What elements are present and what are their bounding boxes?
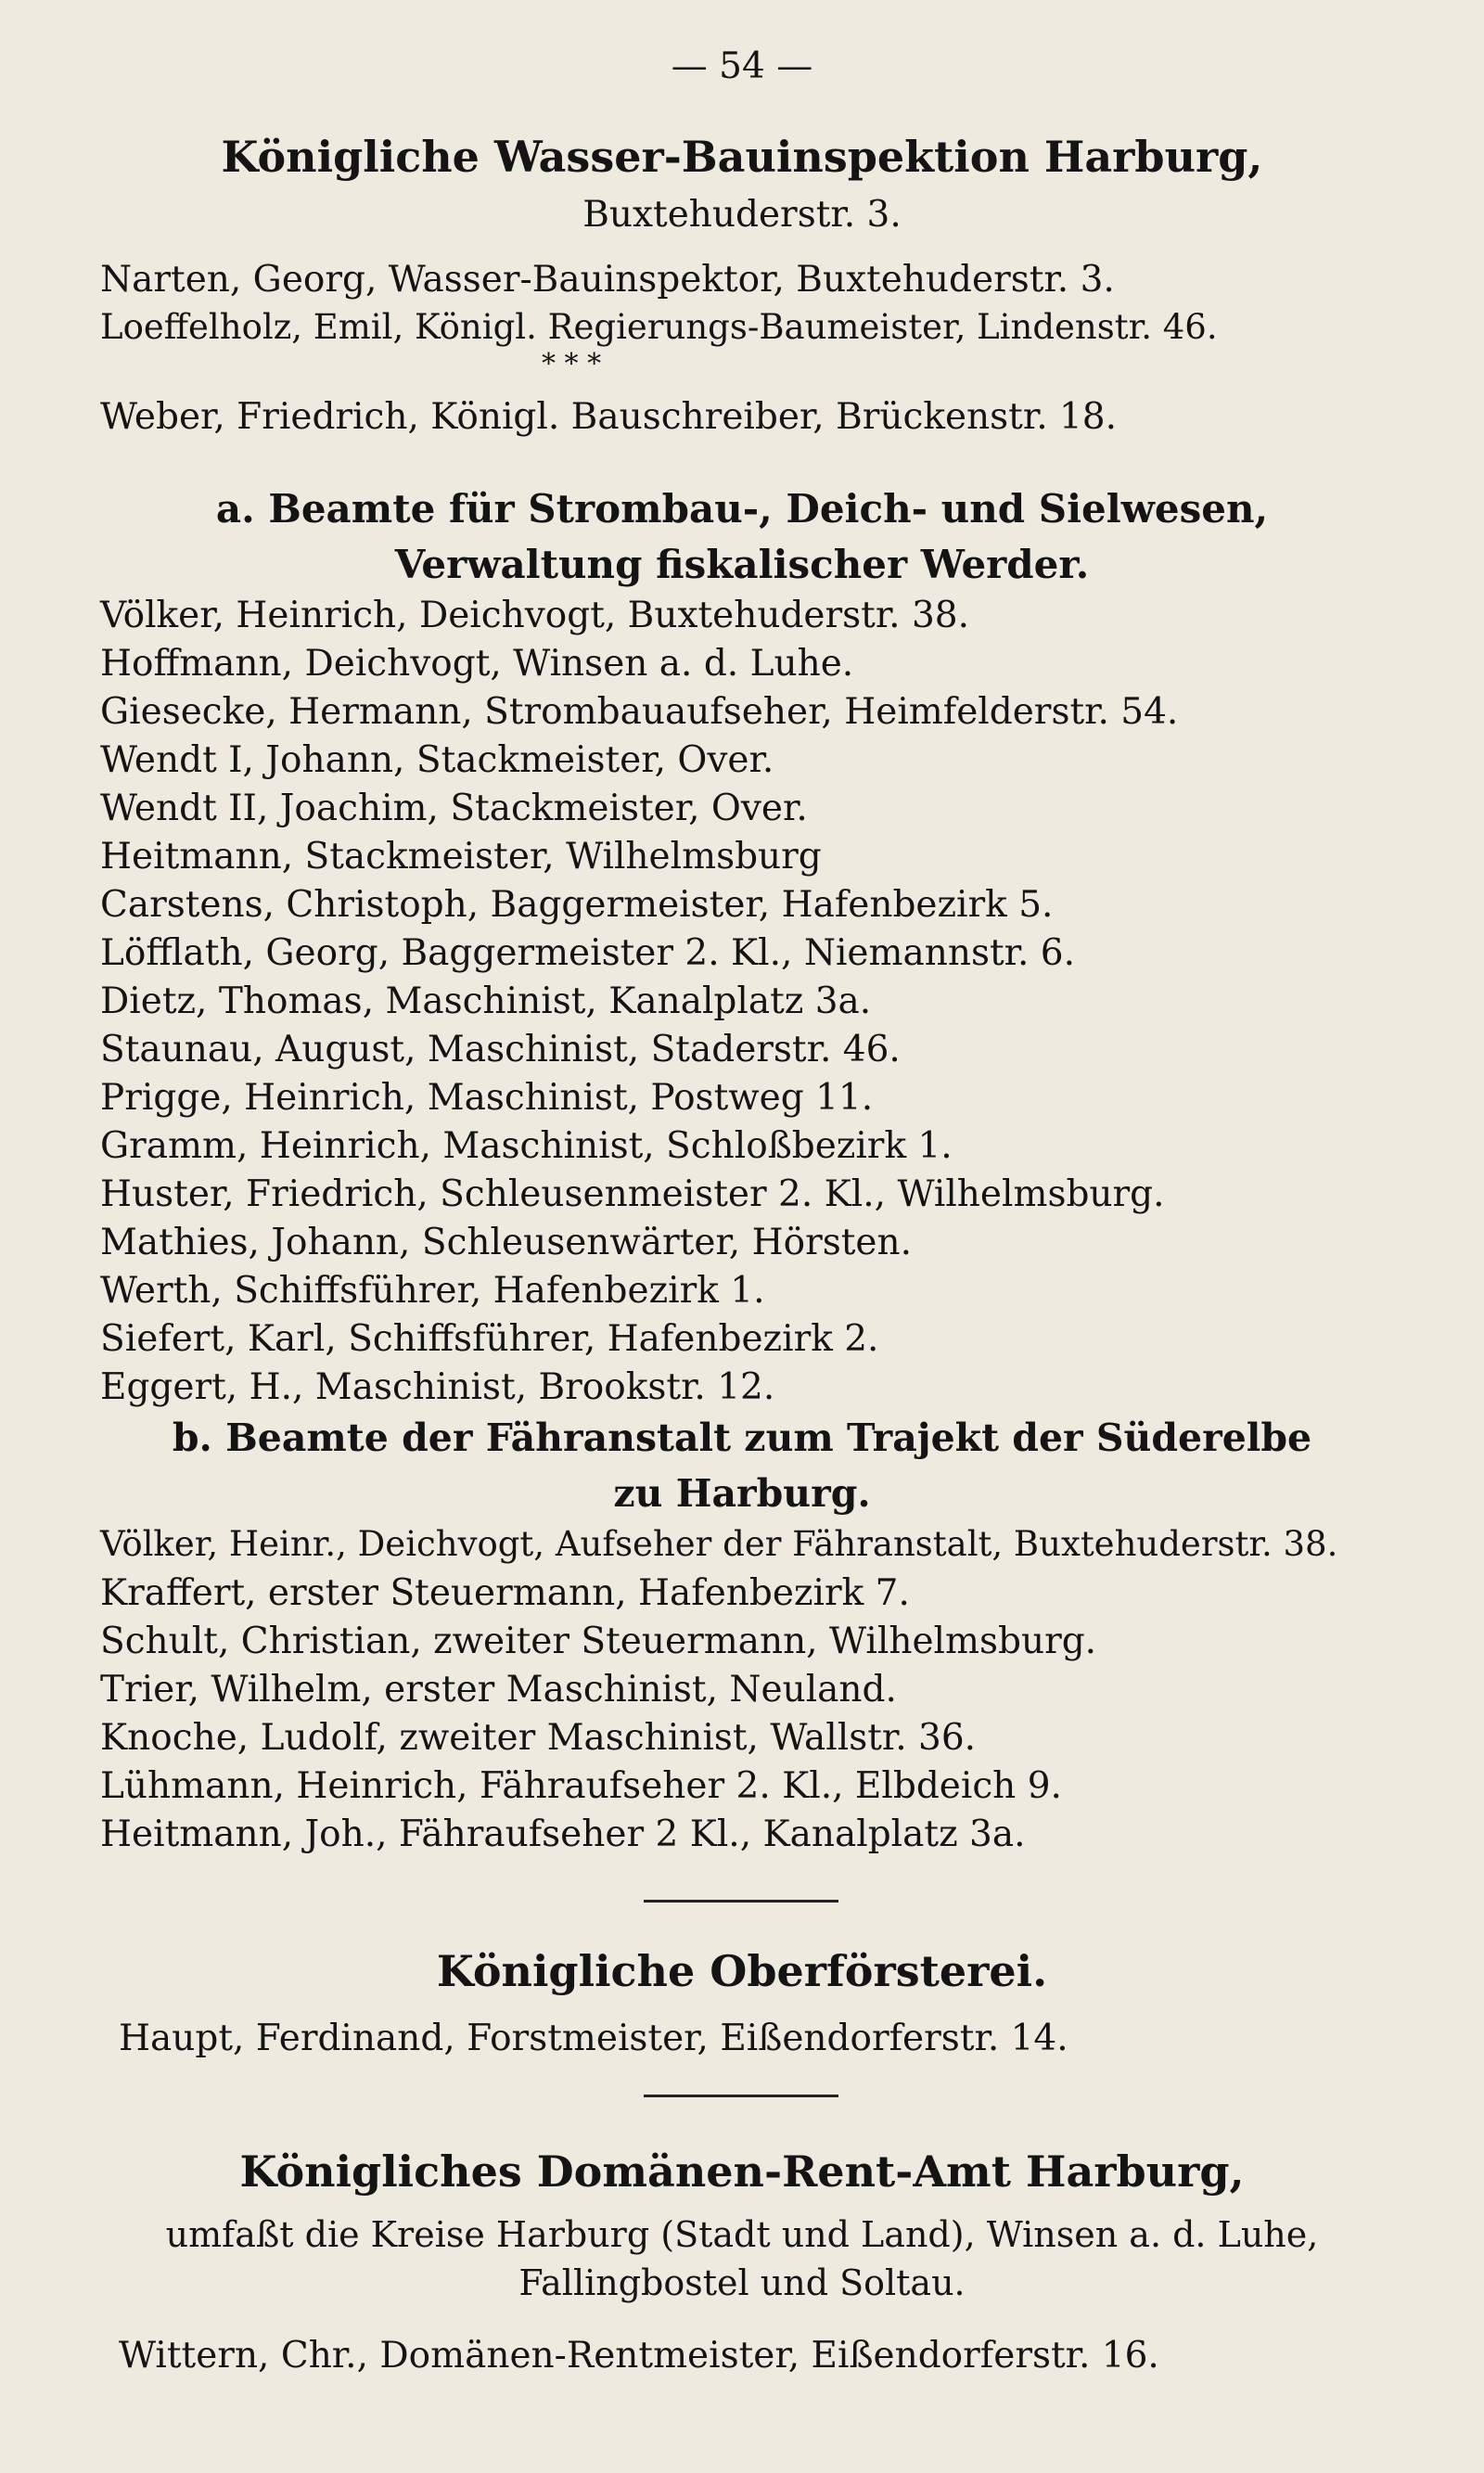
entry-line: Wendt I, Johann, Stackmeister, Over. — [100, 739, 774, 781]
section-description-line2: Fallingbostel und Soltau. — [518, 2262, 966, 2303]
entry-line: Eggert, H., Maschinist, Brookstr. 12. — [100, 1366, 775, 1408]
entry-line: Weber, Friedrich, Königl. Bauschreiber, Brückenstr. 18. — [100, 396, 1118, 438]
section-title-b-line2: zu Harburg. — [613, 1471, 871, 1516]
section-title-oberfoersterei: Königliche Oberförsterei. — [436, 1946, 1048, 1996]
entry-line: Wittern, Chr., Domänen-Rentmeister, Eißendorferstr. 16. — [119, 2335, 1159, 2377]
entry-line: Mathies, Johann, Schleusenwärter, Hörsten. — [100, 1222, 913, 1263]
entry-line: Lühmann, Heinrich, Fähraufseher 2. Kl., Elbdeich 9. — [100, 1765, 1062, 1807]
divider — [644, 2095, 838, 2097]
section-title-b-line1: b. Beamte der Fähranstalt zum Trajekt der Süderelbe — [172, 1416, 1312, 1460]
entry-line: Werth, Schiffsführer, Hafenbezirk 1. — [100, 1270, 765, 1312]
entry-line: Löfflath, Georg, Baggermeister 2. Kl., Niemannstr. 6. — [100, 932, 1076, 974]
entry-line: Völker, Heinr., Deichvogt, Aufseher der Fähranstalt, Buxtehuderstr. 38. — [100, 1524, 1338, 1564]
entry-line: Carstens, Christoph, Baggermeister, Hafenbezirk 5. — [100, 884, 1054, 926]
entry-line: Gramm, Heinrich, Maschinist, Schloßbezirk 1. — [100, 1125, 953, 1167]
entry-line: Kraffert, erster Steuermann, Hafenbezirk 7. — [100, 1572, 910, 1614]
entry-line: Giesecke, Hermann, Strombauaufseher, Heimfelderstr. 54. — [100, 691, 1179, 733]
section-title-wasserbauinspektion: Königliche Wasser-Bauinspektion Harburg, — [221, 132, 1263, 182]
entry-line: Loeffelholz, Emil, Königl. Regierungs-Baumeister, Lindenstr. 46. — [100, 307, 1218, 347]
entry-line: Staunau, August, Maschinist, Staderstr. 46. — [100, 1029, 901, 1070]
entry-line: Trier, Wilhelm, erster Maschinist, Neuland. — [100, 1669, 897, 1711]
entry-line: Hoffmann, Deichvogt, Winsen a. d. Luhe. — [100, 643, 854, 685]
entry-line: Siefert, Karl, Schiffsführer, Hafenbezirk 2. — [100, 1318, 879, 1360]
separator-asterisks: * * * — [542, 348, 602, 380]
page-number: — 54 — — [671, 45, 813, 87]
section-description-line1: umfaßt die Kreise Harburg (Stadt und Land), Winsen a. d. Luhe, — [165, 2214, 1319, 2255]
section-title-domaenen-rent-amt: Königliches Domänen-Rent-Amt Harburg, — [239, 2146, 1245, 2197]
section-address: Buxtehuderstr. 3. — [582, 194, 902, 236]
entry-line: Heitmann, Stackmeister, Wilhelmsburg — [100, 836, 822, 878]
entry-line: Knoche, Ludolf, zweiter Maschinist, Wallstr. 36. — [100, 1717, 977, 1759]
entry-line: Narten, Georg, Wasser-Bauinspektor, Buxtehuderstr. 3. — [100, 259, 1115, 301]
section-title-a-line1: a. Beamte für Strombau-, Deich- und Sielwesen, — [215, 486, 1269, 532]
entry-line: Haupt, Ferdinand, Forstmeister, Eißendorferstr. 14. — [119, 2018, 1068, 2059]
entry-line: Huster, Friedrich, Schleusenmeister 2. Kl., Wilhelmsburg. — [100, 1173, 1165, 1215]
entry-line: Völker, Heinrich, Deichvogt, Buxtehuderstr. 38. — [100, 595, 969, 636]
entry-line: Wendt II, Joachim, Stackmeister, Over. — [100, 788, 808, 829]
section-title-a-line2: Verwaltung fiskalischer Werder. — [394, 542, 1090, 587]
divider — [644, 1900, 838, 1903]
entry-line: Dietz, Thomas, Maschinist, Kanalplatz 3a. — [100, 980, 872, 1022]
entry-line: Prigge, Heinrich, Maschinist, Postweg 11. — [100, 1077, 874, 1119]
entry-line: Heitmann, Joh., Fähraufseher 2 Kl., Kanalplatz 3a. — [100, 1813, 1026, 1855]
entry-line: Schult, Christian, zweiter Steuermann, Wilhelmsburg. — [100, 1621, 1097, 1662]
